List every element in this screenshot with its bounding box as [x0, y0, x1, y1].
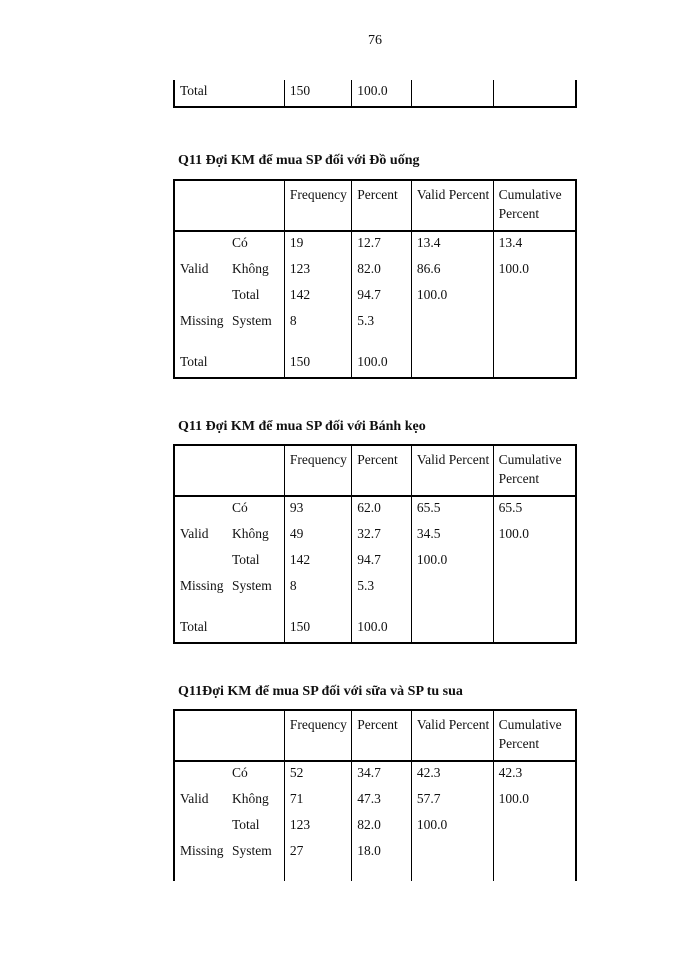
percent-cell: 94.7 [352, 284, 412, 310]
group-label [174, 284, 227, 310]
header-stub [174, 445, 284, 496]
valid-percent-cell [411, 80, 493, 107]
frequency-cell: 150 [284, 351, 351, 378]
header-frequency: Frequency [284, 180, 351, 231]
row-label: Không [232, 526, 269, 541]
header-stub [174, 180, 284, 231]
cumulative-percent-cell: 13.4 [493, 231, 576, 258]
header-stub [174, 710, 284, 761]
percent-cell: 32.7 [352, 523, 412, 549]
percent-cell: 5.3 [352, 575, 412, 616]
percent-cell: 47.3 [352, 788, 412, 814]
valid-percent-cell [411, 351, 493, 378]
table-row [174, 814, 576, 840]
frequency-cell: 19 [284, 231, 351, 258]
percent-cell: 82.0 [352, 258, 412, 284]
row-label: Có [232, 235, 248, 250]
row-label: System [232, 313, 272, 328]
frequency-cell: 71 [284, 788, 351, 814]
frequency-cell: 150 [284, 616, 351, 643]
table-row [174, 575, 576, 616]
row-label: Không [232, 791, 269, 806]
group-label [174, 761, 227, 788]
cumulative-percent-cell [493, 840, 576, 881]
frequency-cell: 49 [284, 523, 351, 549]
frequency-cell: 142 [284, 549, 351, 575]
group-label: Valid [174, 523, 227, 549]
percent-cell: 12.7 [352, 231, 412, 258]
frequency-cell: 52 [284, 761, 351, 788]
valid-percent-cell [411, 310, 493, 351]
frequency-cell: 142 [284, 284, 351, 310]
valid-percent-cell: 100.0 [411, 549, 493, 575]
valid-percent-cell [411, 616, 493, 643]
row-label: Có [232, 765, 248, 780]
table-title: Q11Đợi KM để mua SP đối với sữa và SP tu sua [178, 684, 463, 699]
group-label [174, 814, 227, 840]
cumulative-percent-cell [493, 351, 576, 378]
table-row [174, 351, 576, 378]
header-cumulative-percent: Cumulative Percent [493, 710, 576, 761]
header-valid-percent: Valid Percent [411, 180, 493, 231]
row-label: Total [174, 80, 284, 107]
prev-table [173, 80, 577, 108]
valid-percent-cell: 13.4 [411, 231, 493, 258]
valid-percent-cell [411, 840, 493, 881]
group-label: Valid [174, 788, 227, 814]
header-cumulative-percent: Cumulative Percent [493, 180, 576, 231]
frequency-cell: 8 [284, 310, 351, 351]
table-header-row [174, 180, 576, 231]
percent-cell: 94.7 [352, 549, 412, 575]
table-row [174, 284, 576, 310]
frequency-table [173, 709, 577, 881]
cumulative-percent-cell [493, 310, 576, 351]
frequency-table [173, 444, 577, 644]
valid-percent-cell: 57.7 [411, 788, 493, 814]
table-row [174, 616, 576, 643]
group-label [174, 496, 227, 523]
header-valid-percent: Valid Percent [411, 710, 493, 761]
valid-percent-cell: 86.6 [411, 258, 493, 284]
group-label: Valid [174, 258, 227, 284]
table-row [174, 258, 576, 284]
table-header-row [174, 445, 576, 496]
percent-cell: 82.0 [352, 814, 412, 840]
table-row [174, 523, 576, 549]
table-row [174, 80, 576, 107]
percent-cell: 100.0 [352, 351, 412, 378]
table-row [174, 788, 576, 814]
row-label: System [232, 578, 272, 593]
valid-percent-cell: 34.5 [411, 523, 493, 549]
row-label: Total [232, 287, 260, 302]
frequency-cell: 93 [284, 496, 351, 523]
table-header-row [174, 710, 576, 761]
header-percent: Percent [352, 180, 412, 231]
percent-cell: 100.0 [352, 616, 412, 643]
group-label: Missing [174, 840, 227, 881]
table-title: Q11 Đợi KM để mua SP đối với Bánh kẹo [178, 419, 426, 434]
group-label [174, 231, 227, 258]
valid-percent-cell [411, 575, 493, 616]
header-percent: Percent [352, 445, 412, 496]
table-title: Q11 Đợi KM để mua SP đối với Đồ uống [178, 153, 420, 168]
table-row [174, 840, 576, 881]
cumulative-percent-cell [493, 616, 576, 643]
cumulative-percent-cell [493, 575, 576, 616]
header-frequency: Frequency [284, 445, 351, 496]
percent-cell: 62.0 [352, 496, 412, 523]
table-row [174, 761, 576, 788]
valid-percent-cell: 100.0 [411, 284, 493, 310]
header-cumulative-percent: Cumulative Percent [493, 445, 576, 496]
table-row [174, 549, 576, 575]
frequency-cell: 27 [284, 840, 351, 881]
valid-percent-cell: 42.3 [411, 761, 493, 788]
frequency-cell: 123 [284, 814, 351, 840]
percent-cell: 34.7 [352, 761, 412, 788]
cumulative-percent-cell: 100.0 [493, 258, 576, 284]
page-number: 76 [368, 33, 382, 48]
frequency-cell: 8 [284, 575, 351, 616]
table-row [174, 231, 576, 258]
group-label: Missing [174, 310, 227, 351]
frequency-cell: 123 [284, 258, 351, 284]
cumulative-percent-cell [493, 549, 576, 575]
frequency-cell: 150 [284, 80, 351, 107]
cumulative-percent-cell: 100.0 [493, 788, 576, 814]
cumulative-percent-cell: 65.5 [493, 496, 576, 523]
header-frequency: Frequency [284, 710, 351, 761]
percent-cell: 18.0 [352, 840, 412, 881]
valid-percent-cell: 65.5 [411, 496, 493, 523]
table-row [174, 310, 576, 351]
group-label: Total [174, 351, 284, 378]
row-label: Có [232, 500, 248, 515]
row-label: Total [232, 552, 260, 567]
cumulative-percent-cell [493, 284, 576, 310]
table-row [174, 496, 576, 523]
cumulative-percent-cell [493, 814, 576, 840]
group-label: Total [174, 616, 284, 643]
header-valid-percent: Valid Percent [411, 445, 493, 496]
row-label: Total [232, 817, 260, 832]
group-label [174, 549, 227, 575]
frequency-table [173, 179, 577, 379]
percent-cell: 5.3 [352, 310, 412, 351]
group-label: Missing [174, 575, 227, 616]
cumulative-percent-cell: 42.3 [493, 761, 576, 788]
cumulative-percent-cell [493, 80, 576, 107]
header-percent: Percent [352, 710, 412, 761]
valid-percent-cell: 100.0 [411, 814, 493, 840]
percent-cell: 100.0 [352, 80, 412, 107]
row-label: Không [232, 261, 269, 276]
row-label: System [232, 843, 272, 858]
cumulative-percent-cell: 100.0 [493, 523, 576, 549]
